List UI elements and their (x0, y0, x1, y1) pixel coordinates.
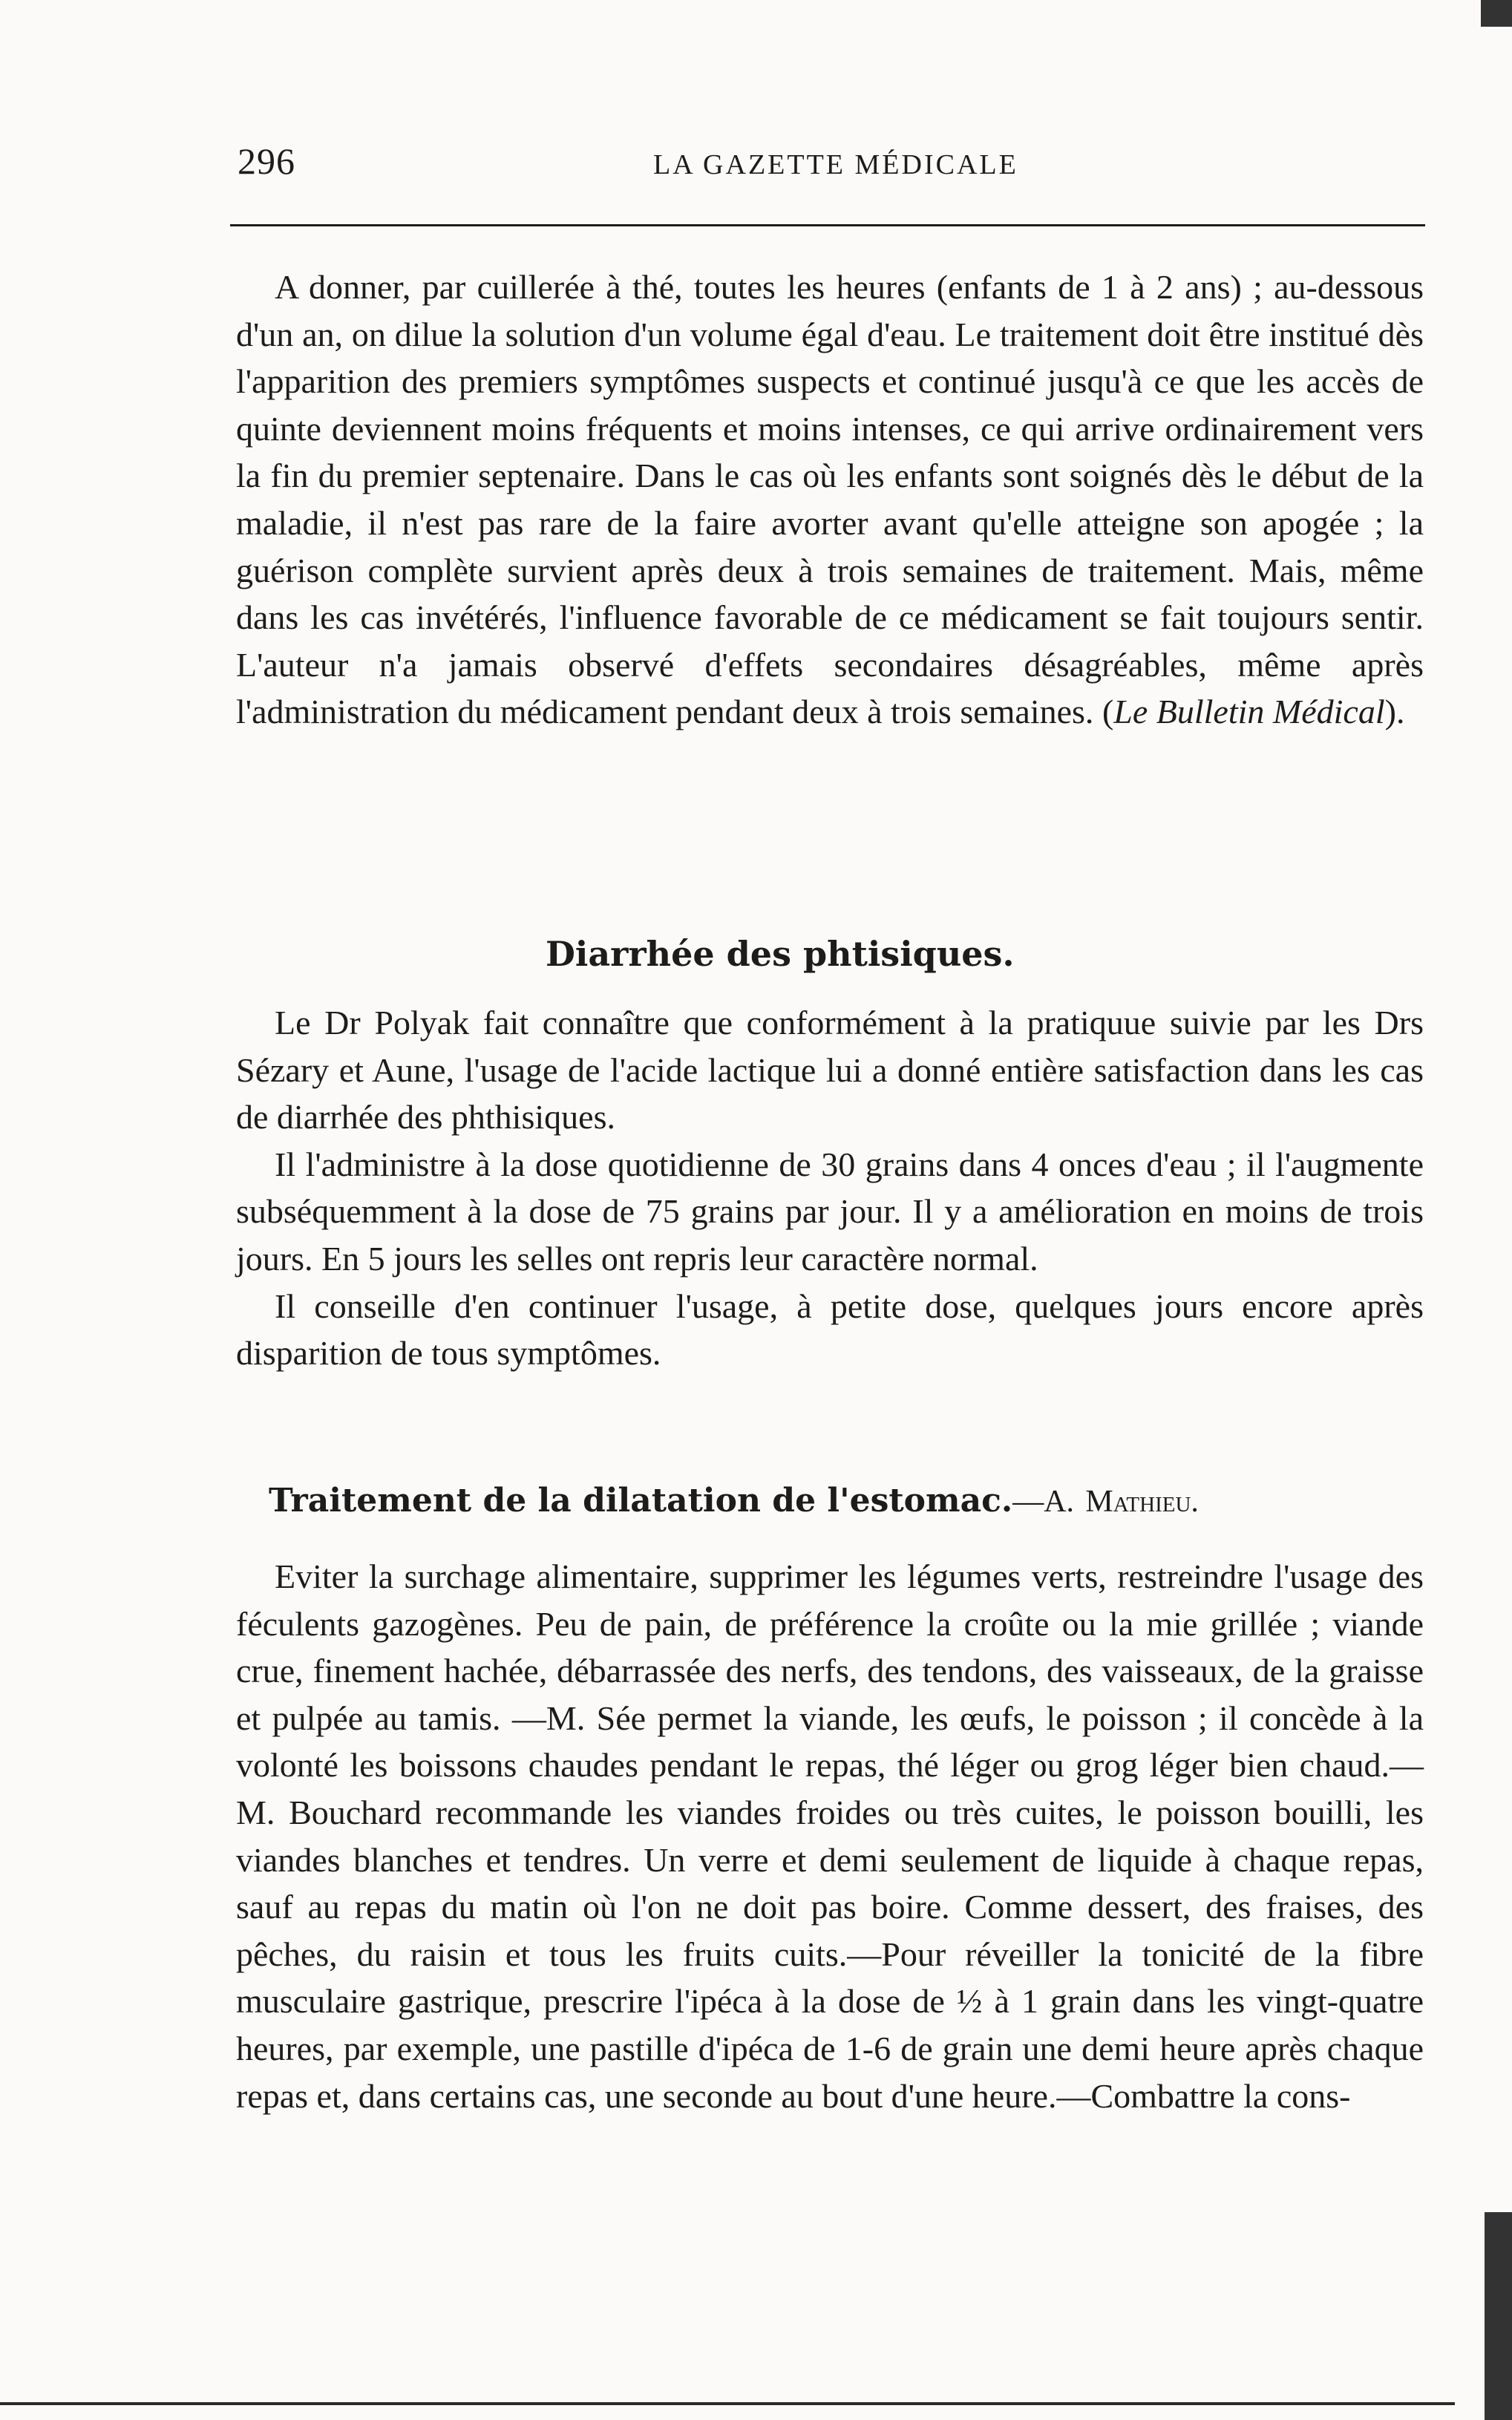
paragraph: Il l'administre à la dose quotidienne de 30 grains dans 4 onces d'eau ; il l'augmente subséquemment à la dose de 75 grains par jour. Il y a amélioration en moins de trois jours. En 5 jours les selles ont repris leur caractère normal. (236, 1145, 1424, 1278)
paragraph: Eviter la surchage alimentaire, supprimer les légumes verts, restreindre l'usage des féculents gazogènes. Peu de pain, de préférence la croûte ou la mie grillée ; viande crue, finement hachée, débarrassée des nerfs, des tendons, des vaisseaux, de la graisse et pulpée au tamis. —M. Sée permet la viande, les œufs, le poisson ; il concède à la volonté les boissons chaudes pendant le repas, thé léger ou grog léger bien chaud.—M. Bouchard recommande les viandes froides ou très cuites, le poisson bouilli, les viandes blanches et tendres. Un verre et demi seulement de liquide à chaque repas, sauf au repas du matin où l'on ne doit pas boire. Comme dessert, des fraises, des pêches, du raisin et tous les fruits cuits.—Pour réveiller la tonicité de la fibre musculaire gastrique, prescrire l'ipéca à la dose de ½ à 1 grain dans les vingt-quatre heures, par exemple, une pastille d'ipéca de 1-6 de grain une demi heure après chaque repas et, dans certains cas, une seconde au bout d'une heure.—Combattre la cons- (236, 1557, 1424, 2115)
paragraph: A donner, par cuillerée à thé, toutes les heures (enfants de 1 à 2 ans) ; au-dessous d'un an, on dilue la solution d'un volume égal d'eau. Le traitement doit être institué dès l'apparition des premiers symptômes suspects et continué jusqu'à ce que les accès de quinte deviennent moins fréquents et moins intenses, ce qui arrive ordinairement vers la fin du premier septenaire. Dans le cas où les enfants sont soignés dès le début de la maladie, il n'est pas rare de la faire avorter avant qu'elle atteigne son apogée ; la guérison complète survient après deux à trois semaines de traitement. Mais, même dans les cas invétérés, l'influence favorable de ce médicament se fait toujours sentir. L'auteur n'a jamais observé d'effets secondaires désagréables, même après l'administration du médicament pendant deux à trois semaines. (Le Bulletin Médical). (236, 268, 1424, 731)
paragraph-text: A donner, par cuillerée à thé, toutes les heures (enfants de 1 à 2 ans) ; au-dessous d'un an, on dilue la solution d'un volume égal d'eau. Le traitement doit être institué dès l'apparition des premiers symptômes suspects et continué jusqu'à ce que les accès de quinte deviennent moins fréquents et moins intenses, ce qui arrive ordinairement vers la fin du premier septenaire. Dans le cas où les enfants sont soignés dès le début de la maladie, il n'est pas rare de la faire avorter avant qu'elle atteigne son apogée ; la guérison complète survient après deux à trois semaines de traitement. Mais, même dans les cas invétérés, l'influence favorable de ce médicament se fait toujours sentir. L'auteur n'a jamais observé d'effets secondaires désagréables, même après l'administration du médicament pendant deux à trois semaines. (236, 268, 1424, 731)
paragraph: Le Dr Polyak fait connaître que conformément à la pratiquue suivie par les Drs Sézary et Aune, l'usage de l'acide lactique lui a donné entière satisfaction dans les cas de diarrhée des phthisiques. (236, 1004, 1424, 1137)
header-rule (230, 224, 1425, 226)
scan-edge-mark (1485, 2212, 1512, 2420)
section-whooping-cough (236, 264, 1424, 736)
running-title: LA GAZETTE MÉDICALE (653, 149, 1018, 180)
section-heading-diarrhee: Diarrhée des phtisiques. (546, 934, 1015, 974)
source-citation: Le Bulletin Médical (1113, 693, 1385, 731)
section-diarrhee (236, 999, 1424, 1377)
scan-corner-mark (1481, 0, 1512, 27)
paragraph: Il conseille d'en continuer l'usage, à petite dose, quelques jours encore après disparition de tous symptômes. (236, 1286, 1424, 1373)
section-dilatation (236, 1553, 1424, 2119)
bottom-scan-edge (0, 2402, 1455, 2405)
heading-title: Traitement de la dilatation de l'estomac. (269, 1482, 1013, 1520)
page-number: 296 (238, 140, 295, 182)
section-heading-dilatation (269, 1482, 1199, 1520)
author-prefix: —A. (1012, 1485, 1075, 1519)
author-name: Mathieu. (1085, 1485, 1199, 1519)
